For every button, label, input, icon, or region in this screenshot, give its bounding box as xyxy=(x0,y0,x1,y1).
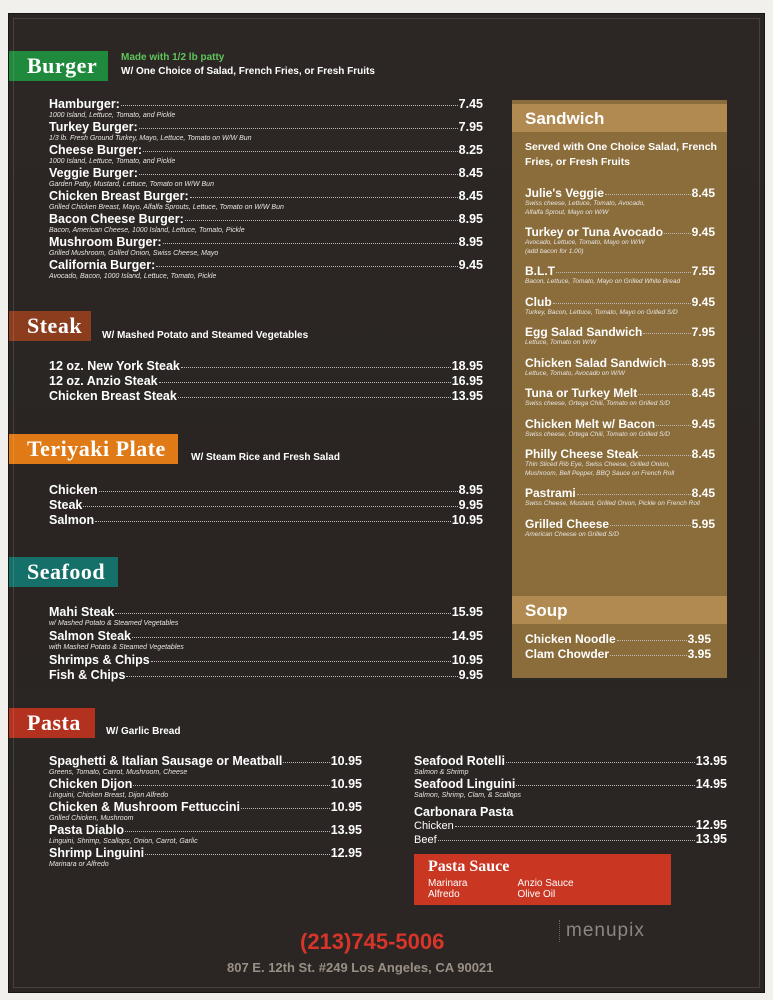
sandwich-item xyxy=(525,187,715,217)
soup-item-price: 3.95 xyxy=(687,632,711,646)
pasta-item-name: Shrimp Linguini xyxy=(49,846,145,860)
pasta-item-row xyxy=(49,824,362,837)
burger-item-name: California Burger: xyxy=(49,258,156,272)
burger-item-description: Grilled Mushroom, Grilled Onion, Swiss Cheese, Mayo xyxy=(49,250,219,257)
sandwich-item xyxy=(525,448,715,478)
burger-item xyxy=(49,190,483,212)
dot-leader xyxy=(455,826,695,827)
seafood-item-price: 15.95 xyxy=(451,605,483,619)
sandwich-item-name: Philly Cheese Steak xyxy=(525,447,639,461)
sandwich-item xyxy=(525,226,715,256)
sandwich-item xyxy=(525,387,715,409)
sandwich-item-row xyxy=(525,448,715,461)
sandwich-item xyxy=(525,265,715,287)
teriyaki-title: Teriyaki Plate xyxy=(27,436,166,461)
dot-leader xyxy=(639,455,690,456)
dot-leader xyxy=(643,333,690,334)
dot-leader xyxy=(577,494,691,495)
soup-list xyxy=(525,633,711,663)
dot-leader xyxy=(125,831,330,832)
burger-item-name: Chicken Breast Burger: xyxy=(49,189,189,203)
sandwich-item-description: Alfalfa Sprout, Mayo on W/W xyxy=(525,208,609,216)
soup-item-name: Clam Chowder xyxy=(525,647,610,661)
teriyaki-item-name: Steak xyxy=(49,498,83,512)
burger-item xyxy=(49,213,483,235)
pasta-item-name: Spaghetti & Italian Sausage or Meatball xyxy=(49,754,283,768)
burger-item-price: 9.45 xyxy=(458,258,483,272)
pasta-item-price: 14.95 xyxy=(695,777,727,791)
pasta-item-price: 10.95 xyxy=(330,777,362,791)
pasta-item-description: Linguini, Shrimp, Scallops, Onion, Carrot, Garlic xyxy=(49,838,198,845)
sandwich-item-row xyxy=(525,226,715,239)
menu-board xyxy=(8,13,765,993)
seafood-item-price: 10.95 xyxy=(451,653,483,667)
pasta-item-row xyxy=(49,755,362,768)
pasta-item xyxy=(49,801,362,823)
pasta-item xyxy=(49,755,362,777)
sandwich-panel xyxy=(512,100,727,678)
sandwich-item-row xyxy=(525,487,715,500)
pasta-item-price: 10.95 xyxy=(330,754,362,768)
teriyaki-item-price: 10.95 xyxy=(451,513,483,527)
teriyaki-item xyxy=(49,514,483,527)
sandwich-item-row xyxy=(525,265,715,278)
teriyaki-item-price: 8.95 xyxy=(458,483,483,497)
teriyaki-item xyxy=(49,484,483,497)
sandwich-item-price: 8.45 xyxy=(691,186,715,200)
soup-item-name: Chicken Noodle xyxy=(525,632,616,646)
pasta-item xyxy=(49,824,362,846)
burger-item-row xyxy=(49,236,483,249)
phone-number: (213)745-5006 xyxy=(300,929,445,954)
carbonara-item-name: Beef xyxy=(414,834,437,846)
pasta-list-left xyxy=(49,755,362,870)
dot-leader xyxy=(95,521,451,522)
sandwich-item-name: Chicken Salad Sandwich xyxy=(525,355,667,370)
burger-item-name: Hamburger: xyxy=(49,97,120,111)
burger-item-description: 1/3 lb. Fresh Ground Turkey, Mayo, Lettuce, Tomato on W/W Bun xyxy=(49,135,252,142)
teriyaki-item-row xyxy=(49,484,483,497)
dot-leader xyxy=(610,525,691,526)
dot-leader xyxy=(143,151,458,152)
seafood-item-description: w/ Mashed Potato & Steamed Vegetables xyxy=(49,620,179,627)
sandwich-item-name: B.L.T xyxy=(525,264,555,278)
steak-item-row xyxy=(49,360,483,373)
dot-leader xyxy=(181,367,451,368)
pasta-item-description: Salmon & Shrimp xyxy=(414,769,469,776)
sandwich-item xyxy=(525,487,715,509)
dot-leader xyxy=(438,840,695,841)
steak-item-name: 12 oz. New York Steak xyxy=(49,359,180,373)
dot-leader xyxy=(241,808,330,809)
soup-item-row xyxy=(525,648,711,661)
seafood-item-row xyxy=(49,630,483,643)
dot-leader xyxy=(115,613,450,614)
seafood-item xyxy=(49,606,483,628)
dot-leader xyxy=(516,785,694,786)
seafood-item-name: Salmon Steak xyxy=(49,629,131,643)
burger-item-row xyxy=(49,144,483,157)
dot-leader xyxy=(610,655,687,656)
sandwich-item-description: Thin Sliced Rib Eye, Swiss Cheese, Grilled Onion, xyxy=(525,461,670,468)
burger-item xyxy=(49,236,483,258)
sandwich-item-description: Swiss cheese, Ortega Chili, Tomato on Grilled S/D xyxy=(525,430,670,438)
sandwich-item-row xyxy=(525,326,715,339)
steak-item-row xyxy=(49,390,483,403)
pasta-item-description: Linguini, Chicken Breast, Dijon Alfredo xyxy=(49,792,169,799)
sandwich-item-description: Avocado, Lettuce, Tomato, Mayo on W/W xyxy=(525,239,645,246)
dot-leader xyxy=(145,854,330,855)
carbonara-item-price: 13.95 xyxy=(695,832,727,846)
pasta-item xyxy=(414,778,727,800)
sandwich-item-name: Pastrami xyxy=(525,486,576,500)
seafood-item xyxy=(49,654,483,667)
sandwich-item-price: 8.45 xyxy=(691,386,715,400)
sandwich-title: Sandwich xyxy=(525,109,605,128)
pasta-item xyxy=(414,755,727,777)
dot-leader xyxy=(121,105,458,106)
burger-item-row xyxy=(49,98,483,111)
pasta-item-description: Greens, Tomato, Carrot, Mushroom, Cheese xyxy=(49,769,188,776)
seafood-item-price: 9.95 xyxy=(458,668,483,682)
sandwich-item-price: 8.45 xyxy=(691,486,715,500)
dot-leader xyxy=(151,661,451,662)
sandwich-item xyxy=(525,357,715,379)
sandwich-item xyxy=(525,326,715,348)
burger-subtitle: W/ One Choice of Salad, French Fries, or Fresh Fruits xyxy=(121,66,375,77)
dot-leader xyxy=(656,425,691,426)
seafood-item-description: with Mashed Potato & Steamed Vegetables xyxy=(49,644,184,651)
sandwich-item-row xyxy=(525,187,715,200)
dot-leader xyxy=(159,382,451,383)
pasta-sauce-title: Pasta Sauce xyxy=(428,858,510,875)
sandwich-item-name: Turkey or Tuna Avocado xyxy=(525,225,664,239)
steak-heading xyxy=(9,311,91,341)
burger-item-price: 8.25 xyxy=(458,143,483,157)
burger-accent: Made with 1/2 lb patty xyxy=(121,52,225,63)
sandwich-item-price: 7.55 xyxy=(691,264,715,278)
dot-leader xyxy=(133,785,329,786)
teriyaki-heading xyxy=(9,434,178,464)
sandwich-item-price: 8.45 xyxy=(691,447,715,461)
dot-leader xyxy=(163,243,458,244)
soup-item xyxy=(525,633,711,646)
pasta-sauce-right xyxy=(517,878,573,900)
sandwich-item-description: American Cheese on Grilled S/D xyxy=(525,530,619,538)
carbonara-item-price: 12.95 xyxy=(695,818,727,832)
carbonara-item-name: Chicken xyxy=(414,820,454,832)
burger-item-price: 7.45 xyxy=(458,97,483,111)
burger-item-name: Veggie Burger: xyxy=(49,166,138,180)
burger-item-price: 8.45 xyxy=(458,166,483,180)
pasta-item-description: Marinara or Alfredo xyxy=(49,861,109,868)
pasta-sauce-option: Olive Oil xyxy=(517,889,556,900)
burger-item-row xyxy=(49,167,483,180)
burger-item-description: 1000 Island, Lettuce, Tomato, and Pickle xyxy=(49,158,176,165)
sandwich-item xyxy=(525,518,715,540)
pasta-item-row xyxy=(414,755,727,768)
steak-item-name: Chicken Breast Steak xyxy=(49,389,177,403)
pasta-sauce-left xyxy=(428,878,467,900)
burger-item xyxy=(49,259,483,281)
teriyaki-list xyxy=(49,484,483,529)
dot-leader xyxy=(664,233,691,234)
steak-item xyxy=(49,390,483,403)
steak-item-price: 13.95 xyxy=(451,389,483,403)
sandwich-subtitle: Served with One Choice Salad, French Fries, or Fresh Fruits xyxy=(525,141,717,168)
steak-list xyxy=(49,360,483,405)
sandwich-item-row xyxy=(525,418,715,431)
sandwich-item-name: Tuna or Turkey Melt xyxy=(525,386,638,400)
dot-leader xyxy=(185,220,458,221)
burger-item-name: Mushroom Burger: xyxy=(49,235,162,249)
dot-leader xyxy=(667,364,690,365)
address: 807 E. 12th St. #249 Los Angeles, CA 90021 xyxy=(227,960,494,975)
steak-item xyxy=(49,360,483,373)
pasta-item-price: 12.95 xyxy=(330,846,362,860)
burger-item-row xyxy=(49,190,483,203)
carbonara-item-row xyxy=(414,819,727,833)
sandwich-item-description: Lettuce, Tomato, Avocado on W/W xyxy=(525,369,625,377)
steak-item-row xyxy=(49,375,483,388)
dot-leader xyxy=(178,397,451,398)
pasta-title: Pasta xyxy=(27,710,81,735)
carbonara-options xyxy=(414,819,727,847)
sandwich-item-name: Grilled Cheese xyxy=(525,516,610,531)
teriyaki-item-name: Chicken xyxy=(49,483,98,497)
burger-list xyxy=(49,98,483,282)
sandwich-item-description: Swiss Cheese, Mustard, Grilled Onion, Pickle on French Roll xyxy=(525,500,700,507)
soup-item-price: 3.95 xyxy=(687,647,711,661)
pasta-sauce-option: Marinara xyxy=(428,878,468,889)
soup-title: Soup xyxy=(525,601,568,620)
seafood-item-name: Mahi Steak xyxy=(49,605,115,619)
sandwich-item-row xyxy=(525,518,715,531)
teriyaki-item-name: Salmon xyxy=(49,513,95,527)
dot-leader xyxy=(132,637,451,638)
sandwich-item-name: Club xyxy=(525,294,552,309)
pasta-item-name: Seafood Linguini xyxy=(414,777,516,791)
pasta-item-name: Pasta Diablo xyxy=(49,823,125,837)
burger-item-name: Turkey Burger: xyxy=(49,120,138,134)
burger-item-description: Grilled Chicken Breast, Mayo, Alfalfa Sprouts, Lettuce, Tomato on W/W Bun xyxy=(49,204,284,211)
steak-subtitle: W/ Mashed Potato and Steamed Vegetables xyxy=(102,330,309,341)
burger-item-row xyxy=(49,121,483,134)
burger-heading xyxy=(9,51,108,81)
pasta-sauce-option: Anzio Sauce xyxy=(517,878,574,889)
burger-item-description: Bacon, American Cheese, 1000 Island, Lettuce, Tomato, Pickle xyxy=(49,227,245,234)
seafood-title: Seafood xyxy=(27,559,106,584)
menupix-watermark: menupix xyxy=(559,920,645,942)
pasta-item xyxy=(49,778,362,800)
sandwich-item-row xyxy=(525,387,715,400)
pasta-heading xyxy=(9,708,95,738)
dot-leader xyxy=(156,266,457,267)
burger-item-price: 8.95 xyxy=(458,212,483,226)
seafood-item-row xyxy=(49,669,483,682)
dot-leader xyxy=(283,762,329,763)
burger-item-name: Bacon Cheese Burger: xyxy=(49,212,184,226)
sandwich-item-description: Swiss cheese, Lettuce, Tomato, Avocado, xyxy=(525,200,646,207)
sandwich-item-row xyxy=(525,357,715,370)
sandwich-item xyxy=(525,418,715,440)
seafood-item-price: 14.95 xyxy=(451,629,483,643)
steak-item-price: 18.95 xyxy=(451,359,483,373)
dot-leader xyxy=(99,491,458,492)
dot-leader xyxy=(83,506,457,507)
steak-item-price: 16.95 xyxy=(451,374,483,388)
pasta-item-description: Grilled Chicken, Mushroom xyxy=(49,815,134,822)
dot-leader xyxy=(190,197,458,198)
sandwich-item-description: Turkey, Bacon, Lettuce, Tomato, Mayo on Grilled S/D xyxy=(525,308,678,316)
pasta-item-name: Chicken & Mushroom Fettuccini xyxy=(49,800,240,814)
pasta-item-row xyxy=(49,778,362,791)
sandwich-item-price: 9.45 xyxy=(691,416,715,431)
dot-leader xyxy=(605,194,691,195)
pasta-item-price: 13.95 xyxy=(695,754,727,768)
sandwich-item-price: 9.45 xyxy=(691,225,715,239)
burger-item-price: 7.95 xyxy=(458,120,483,134)
sandwich-item-name: Chicken Melt w/ Bacon xyxy=(525,416,656,431)
sandwich-item-price: 8.95 xyxy=(691,355,715,370)
soup-item xyxy=(525,648,711,661)
teriyaki-item-row xyxy=(49,499,483,512)
seafood-item-name: Fish & Chips xyxy=(49,668,126,682)
sandwich-item-price: 7.95 xyxy=(691,325,715,339)
sandwich-item xyxy=(525,296,715,318)
pasta-item-name: Chicken Dijon xyxy=(49,777,133,791)
burger-item-price: 8.45 xyxy=(458,189,483,203)
dot-leader xyxy=(638,394,690,395)
pasta-item-price: 13.95 xyxy=(330,823,362,837)
dot-leader xyxy=(139,174,458,175)
dot-leader xyxy=(126,676,457,677)
pasta-item-price: 10.95 xyxy=(330,800,362,814)
seafood-item xyxy=(49,669,483,682)
sandwich-item-row xyxy=(525,296,715,309)
seafood-item-row xyxy=(49,654,483,667)
burger-item-description: 1000 Island, Lettuce, Tomato, and Pickle xyxy=(49,112,176,119)
pasta-sauce-option: Alfredo xyxy=(428,889,460,900)
dot-leader xyxy=(617,640,687,641)
burger-item-row xyxy=(49,213,483,226)
sandwich-item-name: Julie's Veggie xyxy=(525,186,604,200)
teriyaki-item-price: 9.95 xyxy=(458,498,483,512)
soup-item-row xyxy=(525,633,711,646)
steak-item xyxy=(49,375,483,388)
sandwich-item-price: 5.95 xyxy=(691,516,715,531)
sandwich-item-description: Bacon, Lettuce, Tomato, Mayo on Grilled White Bread xyxy=(525,278,681,285)
carbonara-item-row xyxy=(414,833,727,847)
sandwich-item-description: (add bacon for 1.00) xyxy=(525,247,584,255)
pasta-list-right xyxy=(414,755,727,801)
sandwich-item-description: Mushroom, Bell Pepper, BBQ Sauce on French Roll xyxy=(525,469,675,477)
pasta-sauce-box xyxy=(414,854,671,905)
dot-leader xyxy=(506,762,695,763)
burger-item xyxy=(49,121,483,143)
seafood-list xyxy=(49,606,483,684)
sandwich-item-name: Egg Salad Sandwich xyxy=(525,325,643,339)
carbonara-block xyxy=(414,806,727,847)
teriyaki-item-row xyxy=(49,514,483,527)
burger-item xyxy=(49,144,483,166)
teriyaki-item xyxy=(49,499,483,512)
carbonara-name: Carbonara Pasta xyxy=(414,805,514,819)
dot-leader xyxy=(553,303,691,304)
burger-item xyxy=(49,98,483,120)
burger-item-description: Avocado, Bacon, 1000 Island, Lettuce, Tomato, Pickle xyxy=(49,273,217,280)
teriyaki-subtitle: W/ Steam Rice and Fresh Salad xyxy=(191,452,340,463)
pasta-item-row xyxy=(49,847,362,860)
pasta-subtitle: W/ Garlic Bread xyxy=(106,726,181,737)
burger-item-row xyxy=(49,259,483,272)
seafood-item-row xyxy=(49,606,483,619)
soup-heading xyxy=(512,596,727,624)
burger-item-name: Cheese Burger: xyxy=(49,143,143,157)
sandwich-item-description: Swiss cheese, Ortega Chili, Tomato on Grilled S/D xyxy=(525,400,670,407)
seafood-heading xyxy=(9,557,118,587)
dot-leader xyxy=(556,272,691,273)
sandwich-heading xyxy=(512,104,727,132)
pasta-item-name: Seafood Rotelli xyxy=(414,754,505,768)
burger-title: Burger xyxy=(27,53,98,78)
pasta-item-description: Salmon, Shrimp, Clam, & Scallops xyxy=(414,792,521,799)
burger-item-description: Garden Patty, Mustard, Lettuce, Tomato on W/W Bun xyxy=(49,181,214,188)
pasta-item-row xyxy=(49,801,362,814)
steak-title: Steak xyxy=(27,313,83,338)
burger-item xyxy=(49,167,483,189)
pasta-item-row xyxy=(414,778,727,791)
burger-item-price: 8.95 xyxy=(458,235,483,249)
sandwich-list xyxy=(525,187,715,548)
sandwich-item-description: Lettuce, Tomato on W/W xyxy=(525,339,597,346)
pasta-item xyxy=(49,847,362,869)
dot-leader xyxy=(139,128,458,129)
sandwich-item-price: 9.45 xyxy=(691,294,715,309)
seafood-item-name: Shrimps & Chips xyxy=(49,653,150,667)
seafood-item xyxy=(49,630,483,652)
steak-item-name: 12 oz. Anzio Steak xyxy=(49,374,158,388)
